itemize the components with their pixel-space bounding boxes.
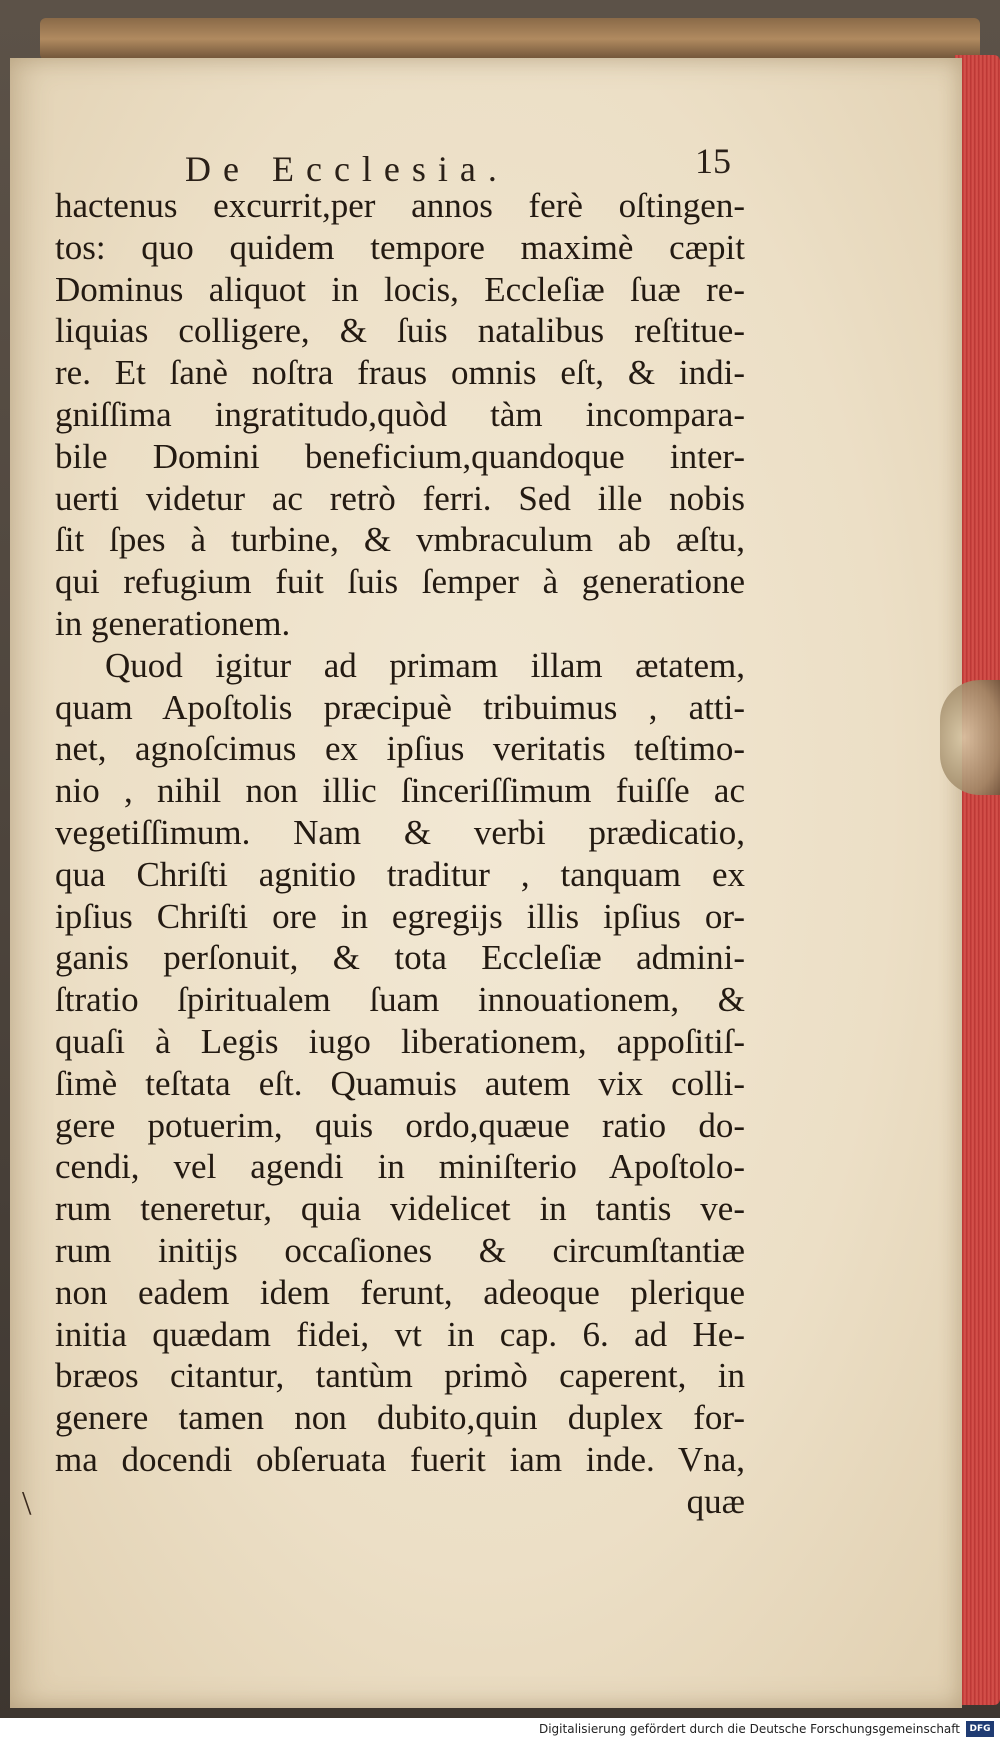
footer-credit: Digitalisierung gefördert durch die Deutsche Forschungsgemeinschaft	[538, 1722, 960, 1736]
text-line: qua Chriſti agnitio traditur , tanquam ex	[55, 854, 745, 894]
margin-mark: \	[22, 1485, 32, 1522]
text-line: rum teneretur, quia videlicet in tantis ve-	[55, 1189, 745, 1229]
text-line: ganis perſonuit, & tota Eccleſiæ admini-	[55, 938, 745, 978]
text-line: Quod igitur ad primam illam ætatem,	[105, 645, 745, 685]
catchword: quæ	[686, 1481, 745, 1521]
running-head: De Ecclesia.	[185, 149, 509, 189]
text-line: in generationem.	[55, 604, 291, 643]
text-line: quaſi à Legis iugo liberationem, appoſitiſ-	[55, 1022, 745, 1061]
text-line: tos: quo quidem tempore maximè cæpit	[55, 227, 745, 267]
text-line: bile Domini beneficium,quandoque inter-	[55, 436, 745, 476]
text-line: ma docendi obſeruata fuerit iam inde. Vna,	[55, 1440, 745, 1479]
text-line: cendi, vel agendi in miniſterio Apoſtolo-	[55, 1147, 745, 1187]
text-line: ſimè teſtata eſt. Quamuis autem vix colli-	[55, 1063, 745, 1103]
text-line: hactenus excurrit,per annos ferè oſtingen-	[55, 186, 745, 225]
text-line: net, agnoſcimus ex ipſius veritatis teſtimo-	[55, 729, 745, 769]
text-line: genere tamen non dubito,quin duplex for-	[55, 1398, 745, 1438]
text-line: initia quædam fidei, vt in cap. 6. ad He-	[55, 1314, 745, 1354]
text-line: gniſſima ingratitudo,quòd tàm incompara-	[55, 395, 745, 434]
dfg-logo: DFG	[966, 1721, 994, 1737]
text-line: vegetiſſimum. Nam & verbi prædicatio,	[55, 813, 745, 852]
text-line: gere potuerim, quis ordo,quæue ratio do-	[55, 1105, 745, 1145]
text-line: Dominus aliquot in locis, Eccleſiæ ſuæ re-	[55, 269, 745, 309]
text-line: nio , nihil non illic ſinceriſſimum fuiſſe ac	[55, 771, 745, 811]
page-number: 15	[695, 141, 731, 181]
text-line: liquias colligere, & ſuis natalibus reſtitue-	[55, 311, 745, 351]
text-line: quam Apoſtolis præcipuè tribuimus , atti-	[55, 687, 745, 727]
text-line: rum initijs occaſiones & circumſtantiæ	[55, 1231, 745, 1270]
text-line: non eadem idem ferunt, adeoque plerique	[55, 1272, 745, 1312]
text-line: re. Et ſanè noſtra fraus omnis eſt, & indi-	[55, 353, 745, 393]
text-line: ſit ſpes à turbine, & vmbraculum ab æſtu,	[55, 520, 745, 560]
text-line: ipſius Chriſti ore in egregijs illis ipſius or-	[55, 896, 745, 936]
text-line: qui refugium fuit ſuis ſemper à generatione	[55, 562, 745, 602]
text-line: bræos citantur, tantùm primò caperent, in	[55, 1356, 745, 1396]
text-line: ſtratio ſpiritualem ſuam innouationem, &	[55, 980, 745, 1020]
text-line: uerti videtur ac retrò ferri. Sed ille nobis	[55, 478, 745, 518]
